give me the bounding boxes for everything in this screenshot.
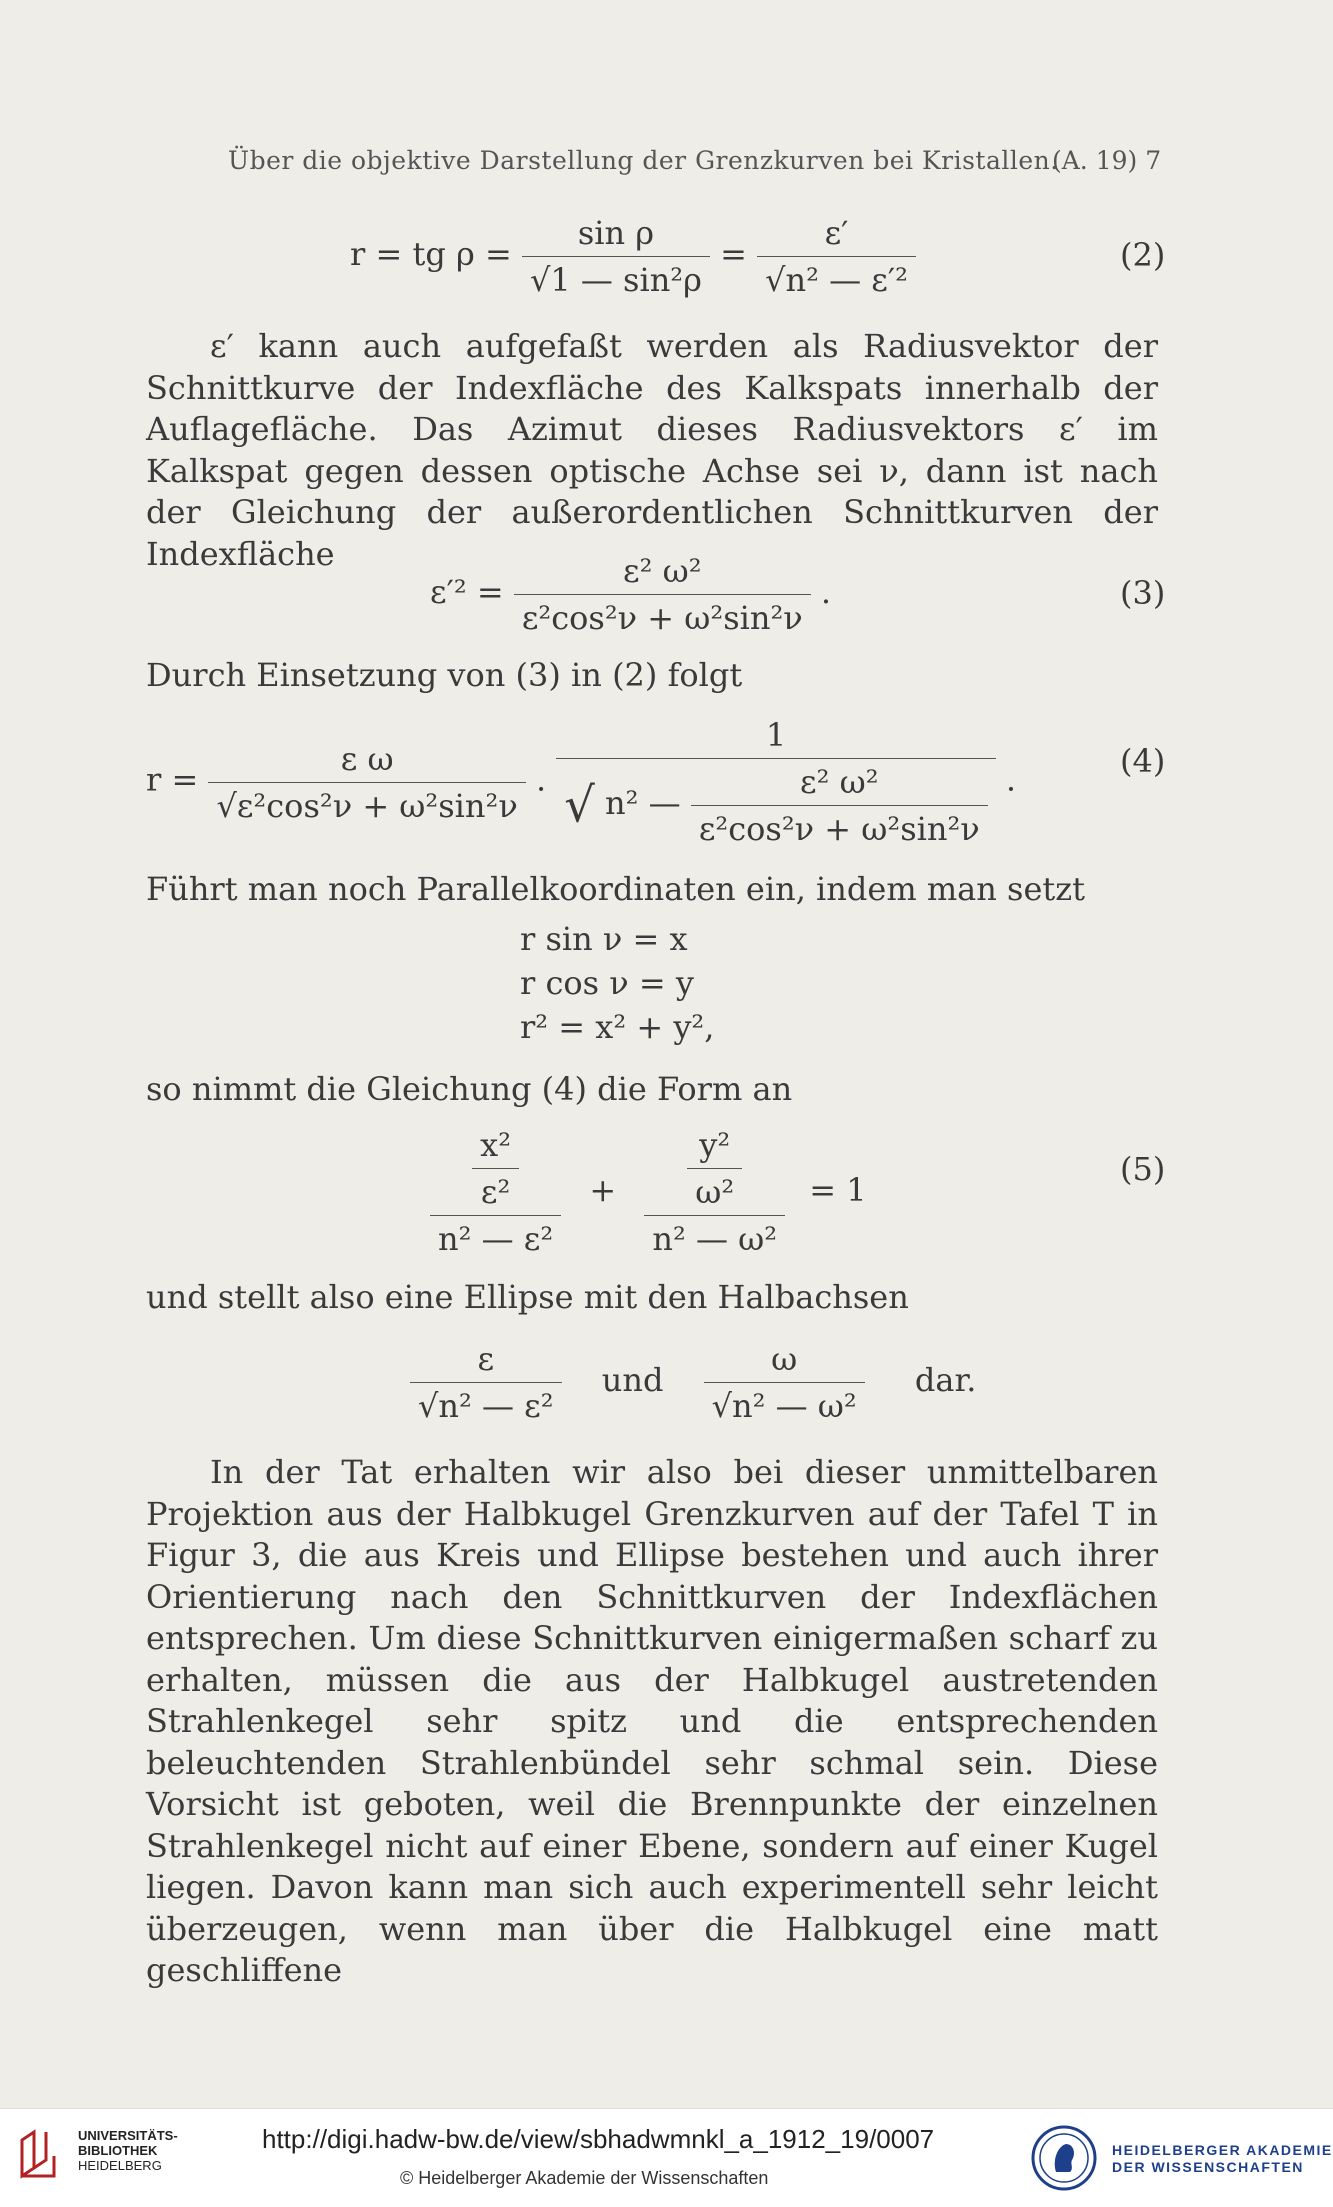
eq2-mid: = [720,235,747,273]
eq5-x-upper [430,1126,561,1215]
library-line-3: HEIDELBERG [78,2158,162,2173]
coord-line-3: r² = x² + y², [520,1008,715,1046]
paragraph-2: Durch Einsetzung von (3) in (2) folgt [146,656,743,694]
page-number: (A. 19) 7 [1052,146,1162,175]
eq2-num1: sin ρ [577,214,655,252]
eq5-x-fraction [430,1126,561,1258]
eq2-lhs: r = tg ρ = [350,235,512,273]
eq2-num2: ε′ [824,214,849,252]
eq4-fraction-2 [556,716,995,848]
axes-fraction-2 [704,1340,865,1425]
eq4-dot: . [535,760,547,799]
equation-3-number: (3) [1120,574,1166,612]
axes-und: und [601,1361,664,1399]
eq5-y-fraction [644,1126,785,1258]
library-line-1: UNIVERSITÄTS- [78,2128,178,2143]
eq2-den2: √n² — ε′² [757,256,916,299]
axes-fraction-1 [410,1340,562,1425]
eq4-num1: ε ω [340,739,394,778]
eq5-plus: + [589,1170,617,1209]
equation-4-number: (4) [1120,742,1166,780]
eq5-y-den: n² — ω² [644,1215,785,1258]
eq5-x-sub: ε² [472,1168,519,1211]
semi-axes-expression [410,1340,976,1425]
eq2-fraction-2 [757,214,916,299]
equation-5-number: (5) [1120,1150,1166,1188]
paragraph-6: In der Tat erhalten wir also bei dieser unmittelbaren Projektion aus der Halbkugel Grenzkurven auf der Tafel T in Figur 3, die aus Kreis und Ellipse bestehen und auch ihrer Orientierung nach den Schnittkurven der Indexflächen entsprechen. Um diese Schnittkurven einigermaßen scharf zu erhalten, müssen die aus der Halbkugel austretenden Strahlenkegel sehr spitz und die entsprechenden beleuchtenden Strahlenbündel sehr schmal sein. Diese Vorsicht ist geboten, weil die Brennpunkte der einzelnen Strahlenkegel nicht auf einer Ebene, sondern auf einer Kugel liegen. Davon kann man sich auch experimentell sehr leicht überzeugen, wenn man über die Halbkugel eine matt geschliffene [146,1453,1158,1989]
eq3-tail: . [820,573,832,611]
academy-line-1: HEIDELBERGER AKADEMIE [1112,2142,1333,2158]
library-name [78,2128,178,2173]
eq2-den1: √1 — sin²ρ [522,256,710,299]
eq5-y-upper [644,1126,785,1215]
eq5-y-sub: ω² [687,1168,742,1211]
eq4-sqrt-sign: √ [564,777,595,834]
axes-dar: dar. [914,1361,977,1399]
equation-2-number: (2) [1120,236,1166,274]
eq5-x-num: x² [480,1126,512,1164]
eq4-lhs: r = [146,760,199,799]
coord-line-1: r sin ν = x [520,920,688,958]
academy-name [1112,2142,1333,2176]
eq4-tail: . [1005,760,1017,799]
copyright-notice: © Heidelberger Akademie der Wissenschaften [400,2168,769,2188]
eq5-y-num: y² [699,1126,731,1164]
eq4-inner-num: ε² ω² [800,763,879,801]
paragraph-3: Führt man noch Parallelkoordinaten ein, indem man setzt [146,870,1085,908]
eq5-rhs: = 1 [809,1170,867,1209]
eq4-num2: 1 [765,716,787,754]
academy-line-2: DER WISSENSCHAFTEN [1112,2159,1304,2175]
equation-5 [430,1126,867,1258]
paragraph-5: und stellt also eine Ellipse mit den Halbachsen [146,1278,909,1316]
eq4-fraction-1 [208,740,525,825]
eq3-fraction [514,552,811,637]
eq4-den2 [556,758,995,848]
axes-den2: √n² — ω² [704,1382,865,1425]
eq2-fraction-1 [522,214,710,299]
eq4-root-term: n² — [605,784,681,822]
running-title: Über die objektive Darstellung der Grenzkurven bei Kristallen. [228,146,1059,175]
eq3-num: ε² ω² [623,552,702,590]
equation-3 [430,552,831,637]
eq3-den: ε²cos²ν + ω²sin²ν [514,594,811,637]
eq4-inner-fraction [691,763,988,848]
eq4-den1: √ε²cos²ν + ω²sin²ν [208,782,525,825]
permalink-url[interactable]: http://digi.hadw-bw.de/view/sbhadwmnkl_a_1912_19/0007 [262,2124,935,2154]
axes-num1: ε [477,1340,495,1378]
axes-den1: √n² — ε² [410,1382,562,1425]
academy-seal-icon [1030,2124,1098,2192]
coord-line-2: r cos ν = y [520,964,694,1002]
library-line-2: BIBLIOTHEK [78,2143,158,2158]
paragraph-1: ε′ kann auch aufgefaßt werden als Radiusvektor der Schnittkurve der Indexfläche des Kalkspats innerhalb der Auflagefläche. Das Azimut dieses Radiusvektors ε′ im Kalkspat gegen dessen optische Achse sei ν, dann ist nach der Gleichung der außerordentlichen Schnittkurven der Indexfläche [146,327,1158,573]
equation-4 [146,716,1016,848]
eq3-lhs: ε′² = [430,573,504,611]
library-logo-icon [14,2126,64,2184]
axes-num2: ω [771,1340,798,1378]
eq5-x-den: n² — ε² [430,1215,561,1258]
eq5-x-inner [472,1126,519,1211]
eq5-y-inner [687,1126,742,1211]
eq4-inner-den: ε²cos²ν + ω²sin²ν [691,805,988,848]
paragraph-4: so nimmt die Gleichung (4) die Form an [146,1070,793,1108]
equation-2 [350,214,916,299]
